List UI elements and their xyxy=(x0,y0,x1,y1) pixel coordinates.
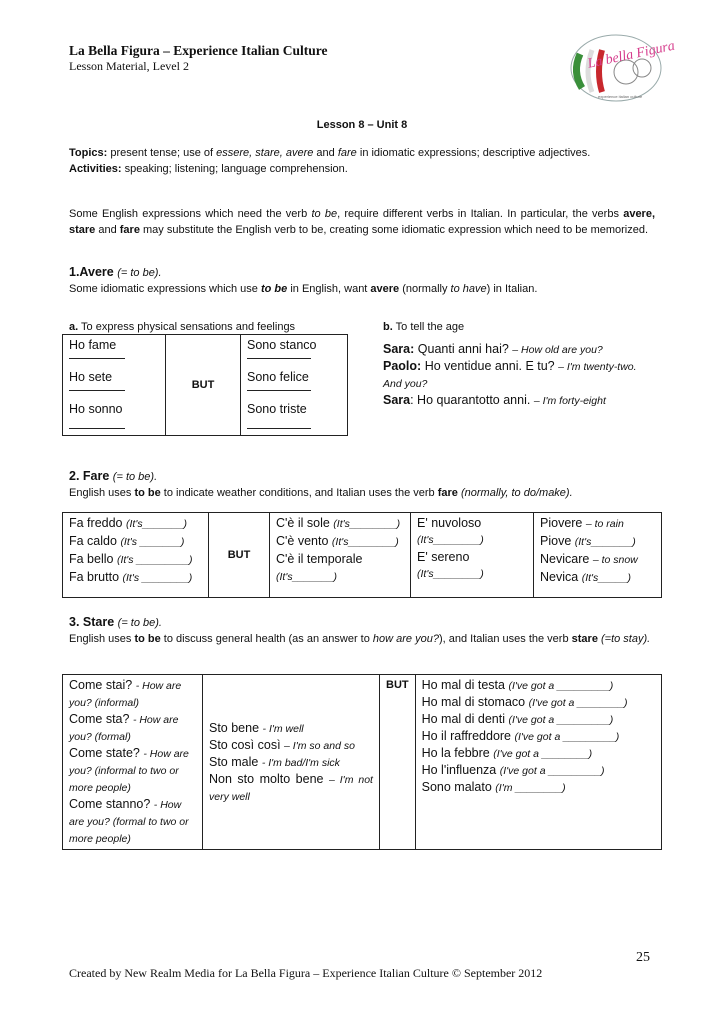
fare-it: Piovere xyxy=(540,516,583,530)
fare-item xyxy=(540,515,655,533)
intro-to-be: to be xyxy=(311,208,338,220)
fare-description xyxy=(69,485,573,501)
fare-col-4 xyxy=(411,513,534,598)
avere-left-item: Ho sete xyxy=(69,370,113,384)
dialogue-english: – I'm forty-eight xyxy=(533,395,606,407)
stare-it: Ho mal di testa xyxy=(421,678,505,692)
stare-it: Come stai? xyxy=(69,678,133,692)
fare-it: E' sereno xyxy=(417,550,470,564)
fare-item xyxy=(276,533,404,551)
fare-it: Piove xyxy=(540,534,572,548)
avere-right-item: Sono felice xyxy=(247,370,309,384)
fare-heading-text: 2. Fare xyxy=(69,469,110,483)
dialogue-italian: Quanti anni hai? xyxy=(417,342,509,356)
fare-it: C'è il sole xyxy=(276,516,330,530)
stare-answer xyxy=(209,720,373,737)
topics-label: Topics: xyxy=(69,147,108,159)
avere-b-text: To tell the age xyxy=(395,321,465,333)
stare-ailment xyxy=(422,728,655,745)
fare-item xyxy=(69,551,202,569)
fare-desc-d: fare xyxy=(437,487,458,499)
age-dialogue xyxy=(383,341,655,409)
avere-desc-e: (normally xyxy=(399,283,451,295)
stare-en: - I'm bad/I'm sick xyxy=(261,756,340,769)
fare-en: (It's_____) xyxy=(581,572,631,584)
dialogue-english: – How old are you? xyxy=(512,344,603,356)
stare-en: - How are you? (formal) xyxy=(69,714,179,743)
stare-desc-b: to be xyxy=(134,633,161,645)
avere-desc-b: to be xyxy=(260,283,288,295)
stare-en: - How are you? (informal to two or more people) xyxy=(69,748,189,794)
avere-a-label: a. xyxy=(69,321,79,333)
fare-item xyxy=(69,533,202,551)
fare-it: C'è vento xyxy=(276,534,329,548)
fare-it: Nevicare xyxy=(540,552,590,566)
stare-it: Come sta? xyxy=(69,712,130,726)
stare-ailment xyxy=(422,762,655,779)
fare-en: (It's________) xyxy=(417,568,484,580)
avere-description xyxy=(69,281,537,297)
header-subtitle: Lesson Material, Level 2 xyxy=(69,59,189,73)
fare-it: Fa bello xyxy=(69,552,114,566)
header-title: La Bella Figura – Experience Italian Culture xyxy=(69,43,328,58)
fare-en: – to snow xyxy=(592,554,638,566)
stare-en: (I've got a ________) xyxy=(493,748,593,760)
stare-heading xyxy=(69,615,162,629)
stare-en: (I've got a _________) xyxy=(499,765,605,777)
avere-right-item: Sono stanco xyxy=(247,338,317,352)
fare-en: (It's________) xyxy=(417,534,484,546)
la-bella-figura-logo xyxy=(566,32,677,104)
fare-desc-e: (normally, to do/make). xyxy=(457,487,573,499)
fare-it: Fa brutto xyxy=(69,570,120,584)
stare-it: Ho il raffreddore xyxy=(421,729,512,743)
fare-col-1 xyxy=(63,513,209,598)
fare-en: (It's ________) xyxy=(122,572,193,584)
avere-b-caption xyxy=(383,319,464,335)
fare-en: (It's _________) xyxy=(116,554,193,566)
stare-it: Come stanno? xyxy=(69,797,151,811)
stare-en: – I'm so and so xyxy=(284,739,355,752)
blank-line xyxy=(69,358,125,359)
fare-it: E' nuvoloso xyxy=(417,516,482,530)
dialogue-speaker: Sara xyxy=(383,393,411,407)
topics-end: in idiomatic expressions; descriptive adjectives. xyxy=(356,147,591,159)
avere-desc-a: Some idiomatic expressions which use xyxy=(69,283,261,295)
topics-fare: fare xyxy=(337,147,357,159)
stare-it: Sto male xyxy=(209,754,259,769)
page-number: 25 xyxy=(636,950,650,965)
stare-col-4 xyxy=(415,675,661,850)
fare-but-cell: BUT xyxy=(209,513,270,598)
avere-left-item: Ho sonno xyxy=(69,402,123,416)
fare-desc-c: to indicate weather conditions, and Italian uses the verb xyxy=(160,487,438,499)
topics-line xyxy=(69,145,659,161)
blank-line xyxy=(69,428,125,429)
stare-question xyxy=(69,745,196,796)
fare-en: (It's________) xyxy=(331,536,399,548)
stare-en: - How are you? (formal to two or more people) xyxy=(69,799,189,845)
lesson-title: Lesson 8 – Unit 8 xyxy=(316,119,408,131)
fare-it: Nevica xyxy=(540,570,579,584)
fare-heading-note: (= to be). xyxy=(112,471,158,483)
stare-desc-e: ), and Italian uses the verb xyxy=(438,633,572,645)
stare-it: Sto bene xyxy=(209,720,260,735)
fare-item xyxy=(276,568,404,586)
avere-left-cell xyxy=(63,335,166,436)
fare-en: (It's_______) xyxy=(574,536,636,548)
avere-a-text: To express physical sensations and feelings xyxy=(81,321,296,333)
stare-answer xyxy=(209,754,373,771)
fare-it: Fa freddo xyxy=(69,516,123,530)
topics-and: and xyxy=(313,147,338,159)
dialogue-line xyxy=(383,341,655,358)
stare-en: (I've got a _________) xyxy=(508,714,614,726)
stare-ailment xyxy=(422,677,655,694)
activities-text: speaking; listening; language comprehension. xyxy=(124,163,348,175)
stare-ailment xyxy=(422,745,655,762)
stare-heading-text: 3. Stare xyxy=(69,615,115,629)
dialogue-line xyxy=(383,392,655,409)
fare-item xyxy=(276,515,404,533)
topics-verbs: essere, stare, avere xyxy=(216,147,314,159)
dialogue-italian: Ho ventidue anni. E tu? xyxy=(424,359,555,373)
dialogue-speaker: Sara: xyxy=(383,342,415,356)
avere-desc-f: to have xyxy=(450,283,487,295)
avere-desc-c: in English, want xyxy=(287,283,371,295)
stare-question xyxy=(69,677,196,711)
stare-en: – I'm not very well xyxy=(209,773,373,803)
fare-heading xyxy=(69,469,157,483)
intro-paragraph xyxy=(69,206,655,238)
stare-it: Come state? xyxy=(69,746,140,760)
stare-it: Ho mal di denti xyxy=(421,712,505,726)
dialogue-italian: : Ho quarantotto anni. xyxy=(410,393,531,407)
stare-en: - How are you? (informal) xyxy=(69,680,182,709)
fare-en: – to rain xyxy=(585,518,624,530)
intro-4: may substitute the English verb to be, creating some idiomatic expression which need to be memorized. xyxy=(139,224,649,236)
avere-heading-text: 1.Avere xyxy=(69,265,114,279)
activities-label: Activities: xyxy=(69,163,122,175)
fare-item xyxy=(540,551,655,569)
avere-right-cell xyxy=(241,335,348,436)
stare-question xyxy=(69,796,196,847)
activities-line xyxy=(69,161,348,177)
avere-left-item: Ho fame xyxy=(69,338,117,352)
fare-item xyxy=(540,533,655,551)
fare-en: (It's________) xyxy=(333,518,401,530)
avere-heading-note: (= to be). xyxy=(117,267,162,279)
blank-line xyxy=(247,390,311,391)
stare-col-1 xyxy=(63,675,203,850)
stare-description xyxy=(69,631,655,647)
stare-it: Ho la febbre xyxy=(421,746,490,760)
avere-b-label: b. xyxy=(383,321,393,333)
stare-desc-d: how are you? xyxy=(372,633,439,645)
fare-col-5 xyxy=(534,513,662,598)
blank-line xyxy=(247,428,311,429)
stare-desc-g: (=to stay). xyxy=(597,633,651,645)
stare-it: Ho mal di stomaco xyxy=(421,695,526,709)
fare-en: (It's_______) xyxy=(126,518,187,530)
stare-ailment xyxy=(422,711,655,728)
stare-en: (I've got a _________) xyxy=(514,731,620,743)
stare-en: - I'm well xyxy=(262,722,304,735)
fare-table xyxy=(62,512,662,598)
intro-3: and xyxy=(95,224,120,236)
stare-ailment xyxy=(422,779,655,796)
avere-heading xyxy=(69,265,162,279)
stare-en: (I've got a ________) xyxy=(528,697,628,709)
dialogue-english: – I'm twenty-two. And you? xyxy=(383,361,637,390)
dialogue-line xyxy=(383,358,655,392)
intro-avere-stare: avere, stare xyxy=(69,208,656,236)
fare-item xyxy=(276,551,404,568)
fare-item xyxy=(69,515,202,533)
footer: Created by New Realm Media for La Bella Figura – Experience Italian Culture © September 2012 xyxy=(69,966,543,980)
avere-a-caption xyxy=(69,319,295,335)
topics-text: present tense; use of xyxy=(110,147,217,159)
blank-line xyxy=(69,390,125,391)
fare-col-3 xyxy=(270,513,411,598)
logo-text: La bella Figura xyxy=(586,38,677,72)
stare-col-2 xyxy=(203,675,380,850)
stare-ailment xyxy=(422,694,655,711)
stare-en: (I've got a _________) xyxy=(508,680,614,692)
dialogue-speaker: Paolo: xyxy=(383,359,422,373)
fare-en: (It's_______) xyxy=(276,571,337,583)
stare-desc-a: English uses xyxy=(69,633,135,645)
stare-desc-c: to discuss general health (as an answer to xyxy=(160,633,373,645)
logo-tagline: experience italian culture xyxy=(598,94,643,99)
stare-en: (I'm ________) xyxy=(495,782,566,794)
avere-desc-d: avere xyxy=(370,283,400,295)
stare-but-cell: BUT xyxy=(380,675,416,850)
blank-line xyxy=(247,358,311,359)
intro-1: Some English expressions which need the verb xyxy=(69,208,312,220)
fare-en: (It's _______) xyxy=(120,536,185,548)
stare-it: Ho l'influenza xyxy=(421,763,497,777)
fare-it: Fa caldo xyxy=(69,534,117,548)
fare-it: C'è il temporale xyxy=(276,552,363,566)
stare-it: Sto così così xyxy=(209,737,281,752)
intro-2: , require different verbs in Italian. In particular, the verbs xyxy=(337,208,624,220)
stare-question xyxy=(69,711,196,745)
stare-desc-f: stare xyxy=(571,633,598,645)
fare-item xyxy=(540,569,655,587)
stare-answer xyxy=(209,737,373,754)
fare-desc-b: to be xyxy=(134,487,161,499)
stare-answer xyxy=(209,771,373,805)
stare-table xyxy=(62,674,662,850)
avere-but-cell: BUT xyxy=(166,335,241,436)
avere-desc-g: ) in Italian. xyxy=(486,283,538,295)
avere-table xyxy=(62,334,348,436)
stare-it: Sono malato xyxy=(421,780,492,794)
fare-item xyxy=(69,569,202,587)
fare-desc-a: English uses xyxy=(69,487,135,499)
stare-it: Non sto molto bene xyxy=(209,771,324,786)
avere-right-item: Sono triste xyxy=(247,402,307,416)
intro-fare: fare xyxy=(119,224,140,236)
stare-heading-note: (= to be). xyxy=(117,617,162,629)
